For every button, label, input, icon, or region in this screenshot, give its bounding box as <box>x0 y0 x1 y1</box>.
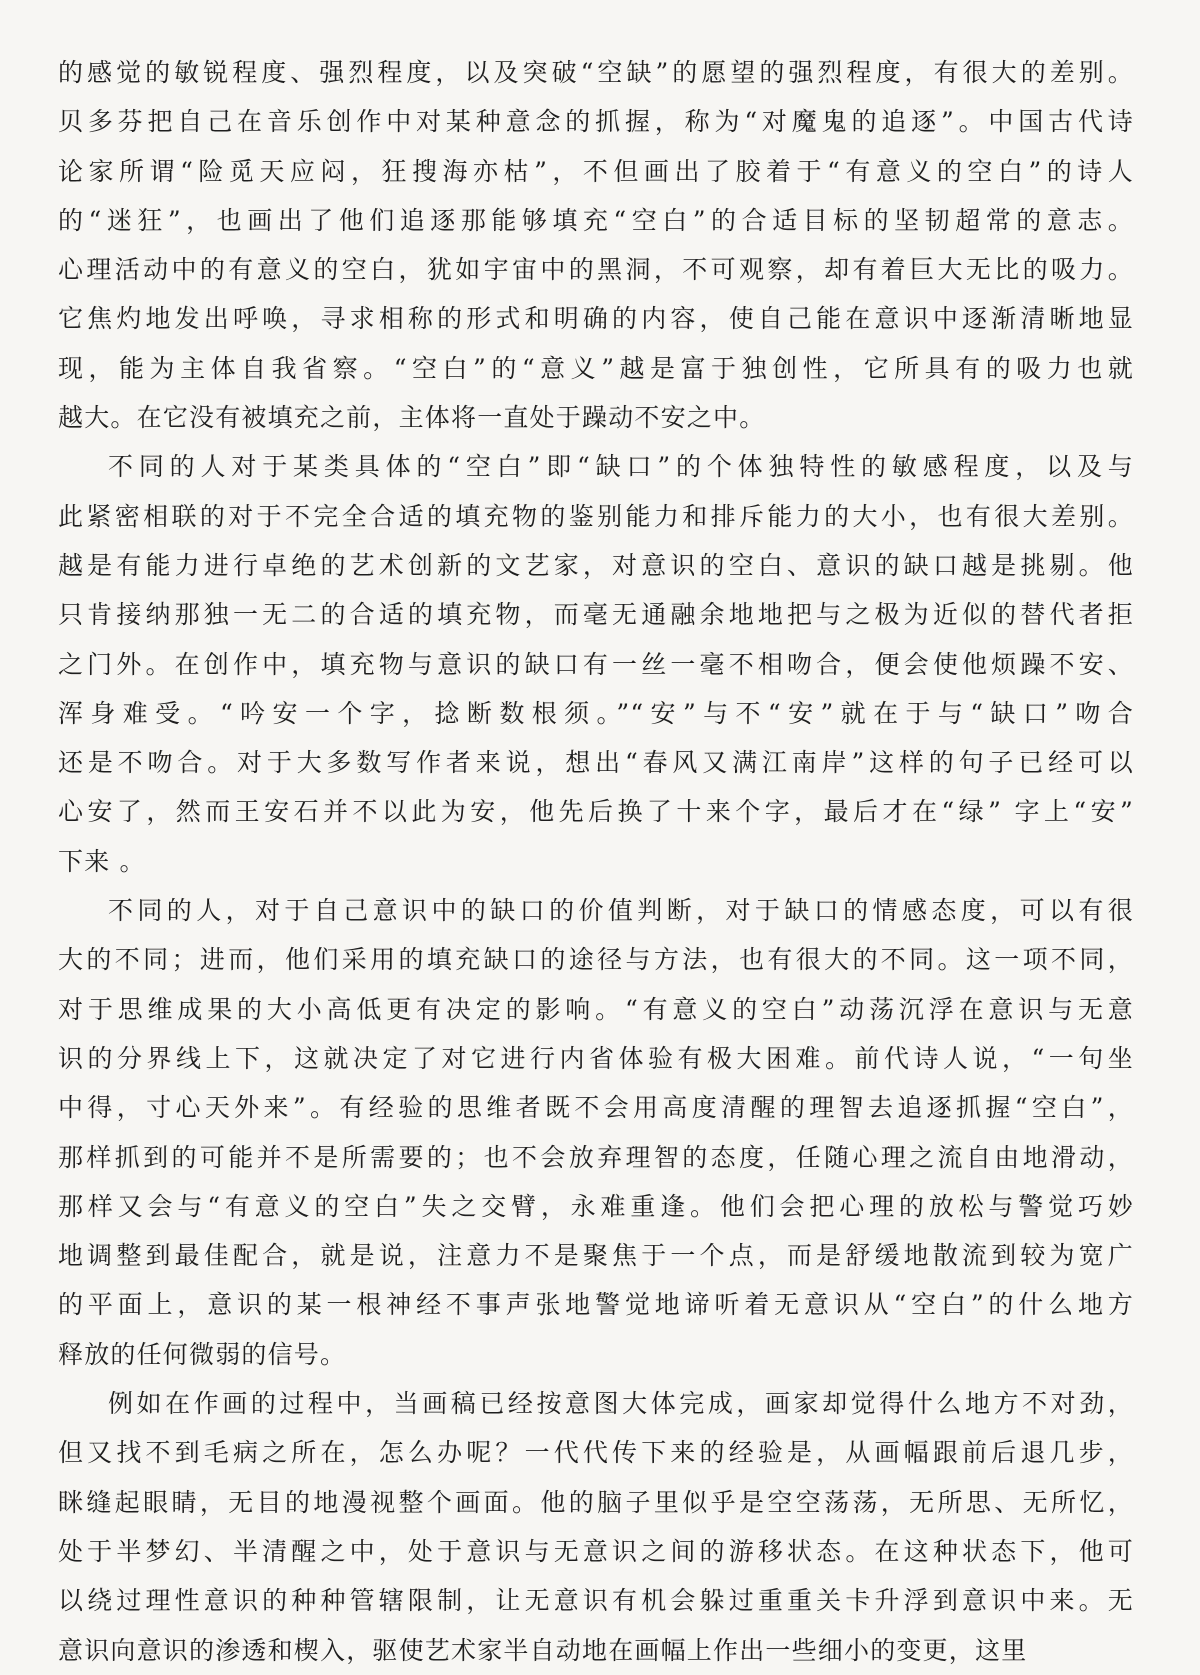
text-line: 地调整到最佳配合，就是说，注意力不是聚焦于一个点，而是舒缓地散流到较为宽广 <box>58 1241 1134 1271</box>
text-line: 但又找不到毛病之所在，怎么办呢？一代代传下来的经验是，从画幅跟前后退几步， <box>58 1438 1134 1468</box>
text-line: 它焦灼地发出呼唤，寻求相称的形式和明确的内容，使自己能在意识中逐渐清晰地显 <box>58 304 1134 334</box>
text-line: 识的分界线上下，这就决定了对它进行内省体验有极大困难。前代诗人说，“一句坐 <box>58 1043 1134 1073</box>
paragraph <box>58 886 1134 1379</box>
text-line: 心安了，然而王安石并不以此为安，他先后换了十来个字，最后才在“绿” 字上“安” <box>58 797 1134 827</box>
text-line: 释放的任何微弱的信号。 <box>58 1339 347 1369</box>
text-line: 对于思维成果的大小高低更有决定的影响。“有意义的空白”动荡沉浮在意识与无意 <box>58 994 1134 1024</box>
text-line: 的感觉的敏锐程度、强烈程度，以及突破“空缺”的愿望的强烈程度，有很大的差别。 <box>58 58 1134 87</box>
paragraph <box>58 1379 1134 1675</box>
text-line: 浑身难受。“吟安一个字，捻断数根须。”“安”与不“安”就在于与“缺口”吻合 <box>58 698 1134 728</box>
text-line: 眯缝起眼睛，无目的地漫视整个画面。他的脑子里似乎是空空荡荡，无所思、无所忆， <box>58 1487 1134 1517</box>
text-line: 心理活动中的有意义的空白，犹如宇宙中的黑洞，不可观察，却有着巨大无比的吸力。 <box>58 255 1134 285</box>
text-line: 中得，寸心天外来”。有经验的思维者既不会用高度清醒的理智去追逐抓握“空白”， <box>58 1093 1134 1123</box>
text-line: 那样又会与“有意义的空白”失之交臂，永难重逢。他们会把心理的放松与警觉巧妙 <box>58 1191 1134 1221</box>
text-line: 只肯接纳那独一无二的合适的填充物，而毫无通融余地地把与之极为近似的替代者拒 <box>58 600 1134 630</box>
text-line: 现，能为主体自我省察。“空白”的“意义”越是富于独创性，它所具有的吸力也就 <box>58 353 1134 383</box>
text-line: 之门外。在创作中，填充物与意识的缺口有一丝一毫不相吻合，便会使他烦躁不安、 <box>58 649 1134 679</box>
text-line: 以绕过理性意识的种种管辖限制，让无意识有机会躲过重重关卡升浮到意识中来。无 <box>58 1586 1134 1616</box>
text-line: 大的不同；进而，他们采用的填充缺口的途径与方法，也有很大的不同。这一项不同， <box>58 945 1134 975</box>
text-line: 处于半梦幻、半清醒之中，处于意识与无意识之间的游移状态。在这种状态下，他可 <box>58 1536 1134 1566</box>
paragraph <box>58 48 1134 442</box>
text-line: 不同的人对于某类具体的“空白”即“缺口”的个体独特性的敏感程度，以及与 <box>108 452 1134 482</box>
text-line: 论家所谓“险觅天应闷，狂搜海亦枯”，不但画出了胶着于“有意义的空白”的诗人 <box>58 156 1134 186</box>
text-line: 不同的人，对于自己意识中的缺口的价值判断，对于缺口的情感态度，可以有很 <box>108 896 1134 926</box>
text-line: 那样抓到的可能并不是所需要的；也不会放弃理智的态度，任随心理之流自由地滑动， <box>58 1142 1134 1172</box>
text-line: 还是不吻合。对于大多数写作者来说，想出“春风又满江南岸”这样的句子已经可以 <box>58 748 1134 778</box>
top-margin <box>58 0 1134 48</box>
text-line: 越是有能力进行卓绝的艺术创新的文艺家，对意识的空白、意识的缺口越是挑剔。他 <box>58 550 1134 580</box>
text-line: 下来 。 <box>58 846 146 876</box>
text-line: 的“迷狂”，也画出了他们追逐那能够填充“空白”的合适目标的坚韧超常的意志。 <box>58 205 1134 235</box>
text-line: 的平面上，意识的某一根神经不事声张地警觉地谛听着无意识从“空白”的什么地方 <box>58 1290 1134 1320</box>
text-line: 例如在作画的过程中，当画稿已经按意图大体完成，画家却觉得什么地方不对劲， <box>108 1389 1134 1419</box>
text-line: 意识向意识的渗透和楔入，驱使艺术家半自动地在画幅上作出一些细小的变更，这里 <box>58 1635 1028 1665</box>
text-line: 越大。在它没有被填充之前，主体将一直处于躁动不安之中。 <box>58 403 766 433</box>
text-line: 贝多芬把自己在音乐创作中对某种意念的抓握，称为“对魔鬼的追逐”。中国古代诗 <box>58 107 1134 137</box>
paragraph <box>58 442 1134 886</box>
text-line: 此紧密相联的对于不完全合适的填充物的鉴别能力和排斥能力的大小，也有很大差别。 <box>58 501 1134 531</box>
